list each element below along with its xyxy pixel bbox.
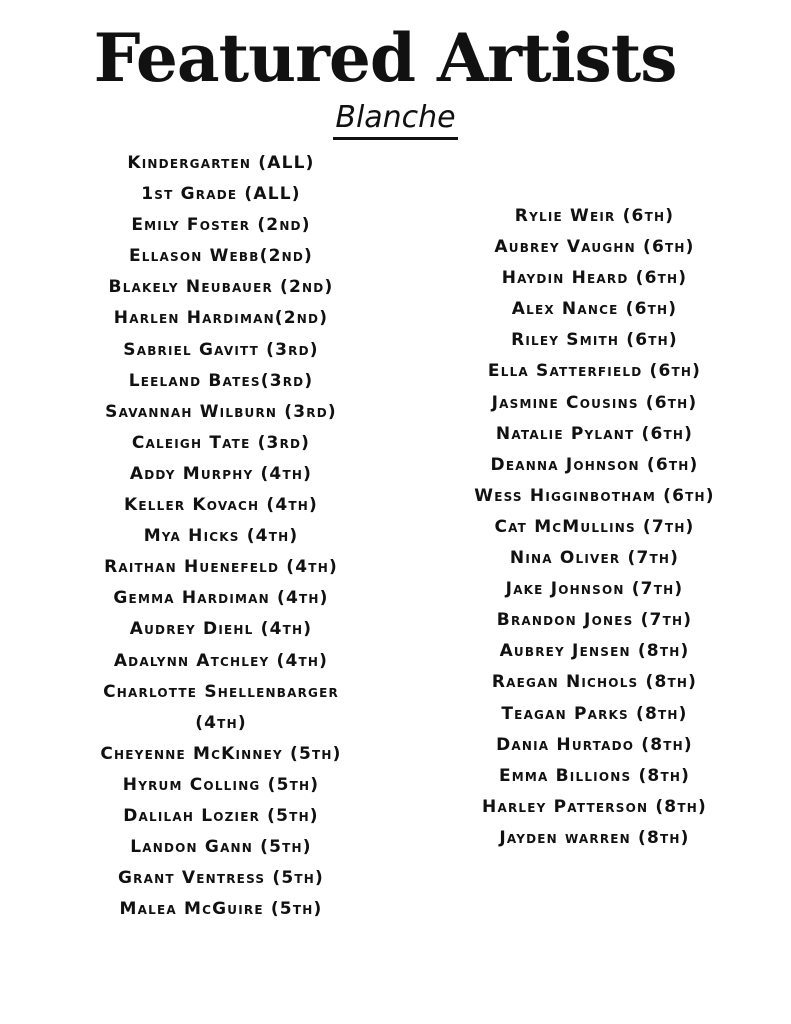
artist-name: Riley Smith (6th): [511, 330, 678, 351]
artist-list-left: [60, 148, 382, 925]
artist-name: Deanna Johnson (6th): [490, 454, 699, 475]
artist-name: Natalie Pylant (6th): [495, 423, 694, 444]
artist-name: Nina Oliver (7th): [509, 548, 680, 569]
artist-name: Ella Satterfield (6th): [487, 361, 702, 382]
page-subtitle: [0, 98, 791, 140]
artist-name: Blakely Neubauer (2nd): [108, 277, 334, 298]
artist-name: Adalynn Atchley (4th): [113, 650, 329, 671]
artist-name: Alex Nance (6th): [511, 299, 678, 320]
artist-name: Charlotte Shellenbarger: [103, 681, 339, 702]
artist-name: Brandon Jones (7th): [496, 610, 693, 631]
artist-name: Cat McMullins (7th): [494, 516, 695, 537]
artist-name: Caleigh Tate (3rd): [131, 432, 311, 453]
subtitle-text: Blanche: [333, 99, 457, 140]
artist-name: Emma Billions (8th): [498, 765, 691, 786]
artist-name: Aubrey Jensen (8th): [499, 641, 690, 662]
artist-name: Audrey Diehl (4th): [129, 619, 313, 640]
artist-name: Rylie Weir (6th): [514, 206, 675, 226]
artist-name: Gemma Hardiman (4th): [113, 588, 329, 609]
artist-name: Addy Murphy (4th): [129, 463, 313, 484]
artist-name: Landon Gann (5th): [130, 837, 312, 858]
artist-name: Ellason Webb(2nd): [128, 246, 313, 267]
artist-name: 1st Grade (ALL): [141, 184, 301, 205]
artist-name: Malea McGuire (5th): [119, 899, 323, 920]
artist-name: Hyrum Colling (5th): [122, 774, 320, 795]
artist-name: Sabriel Gavitt (3rd): [123, 339, 319, 360]
artist-name: (4th): [195, 712, 247, 733]
artist-name: Dania Hurtado (8th): [496, 734, 693, 755]
artist-name: Keller Kovach (4th): [124, 495, 318, 516]
artist-name: Savannah Wilburn (3rd): [105, 401, 337, 422]
artist-name: Raithan Huenefeld (4th): [104, 557, 338, 578]
artist-name: Jayden warren (8th): [499, 827, 690, 848]
artist-name: Mya Hicks (4th): [143, 526, 299, 547]
artist-name: Leeland Bates(3rd): [128, 370, 314, 391]
artist-list-right: [432, 201, 757, 854]
page-title: Featured Artists: [93, 19, 677, 97]
artist-name: Grant Ventress (5th): [118, 868, 324, 889]
artist-name: Emily Foster (2nd): [131, 215, 311, 236]
artist-name: Jasmine Cousins (6th): [491, 392, 698, 413]
artist-name: Jake Johnson (7th): [505, 579, 684, 600]
artist-name: Kindergarten (ALL): [127, 153, 315, 173]
artist-name: Raegan Nichols (8th): [491, 672, 698, 693]
artist-name: Cheyenne McKinney (5th): [100, 743, 342, 764]
artist-name: Wess Higginbotham (6th): [474, 485, 715, 506]
artist-name: Aubrey Vaughn (6th): [494, 237, 695, 258]
artist-name: Dalilah Lozier (5th): [123, 805, 319, 826]
artist-name: Harlen Hardiman(2nd): [113, 308, 329, 329]
artist-name: Teagan Parks (8th): [501, 703, 688, 724]
artist-name: Harley Patterson (8th): [482, 796, 707, 817]
artist-name: Haydin Heard (6th): [501, 268, 688, 289]
